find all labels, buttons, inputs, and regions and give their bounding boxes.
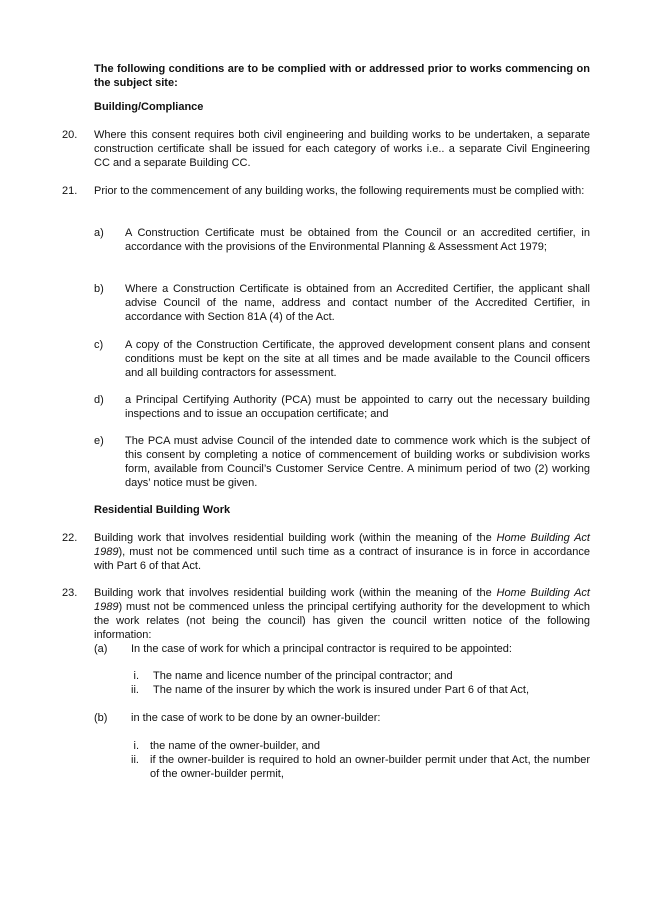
condition-23-b-item-2-text: if the owner-builder is required to hold an owner-builder permit under that Act, the number of the owner-builder permit, <box>150 754 590 780</box>
intro-text: The following conditions are to be complied with or addressed prior to works commencing on the subject site: <box>94 63 590 89</box>
condition-21-item-c-letter: c) <box>94 339 104 351</box>
condition-23-text <box>94 586 590 642</box>
condition-21-item-c-text: A copy of the Construction Certificate, the approved development consent plans and consent conditions must be kept on the site at all times and be made available to the Council officers and all building contractors for assessment. <box>125 339 590 379</box>
condition-23-b-item-1-text: the name of the owner-builder, and <box>150 740 321 752</box>
condition-21-item-e-letter: e) <box>94 435 104 447</box>
condition-23-item-b-text: in the case of work to be done by an owner-builder: <box>131 712 381 724</box>
condition-22-act-name: Home Building Act 1989 <box>94 532 590 558</box>
condition-22-text-post: ), must not be commenced until such time as a contract of insurance is in force in accordance with Part 6 of that Act. <box>94 546 590 572</box>
condition-21-item-d-letter: d) <box>94 394 104 406</box>
condition-23-item-a-letter: (a) <box>94 643 108 655</box>
condition-22-text <box>94 531 590 573</box>
condition-23-number: 23. <box>62 587 78 599</box>
condition-22-text-pre: Building work that involves residential building work (within the meaning of the <box>94 532 497 544</box>
condition-23-a-roman-2: ii. <box>131 684 139 696</box>
condition-22-number: 22. <box>62 532 78 544</box>
condition-21-item-a-text: A Construction Certificate must be obtained from the Council or an accredited certifier, in accordance with the provisions of the Environmental Planning & Assessment Act 1979; <box>125 227 590 253</box>
condition-21-item-a-letter: a) <box>94 227 104 239</box>
condition-20-number: 20. <box>62 129 78 141</box>
condition-23-text-pre: Building work that involves residential building work (within the meaning of the <box>94 587 497 599</box>
condition-21-item-b-text: Where a Construction Certificate is obtained from an Accredited Certifier, the applicant shall advise Council of the name, address and contact number of the Accredited Certifier, in accordance with Section 81A (4) of the Act. <box>125 283 590 323</box>
condition-23-text-post: ) must not be commenced unless the principal certifying authority for the development to which the work relates (not being the council) has given the council written notice of the following information: <box>94 601 590 641</box>
condition-21-text: Prior to the commencement of any building works, the following requirements must be complied with: <box>94 185 585 197</box>
condition-23-a-roman-1: i. <box>133 670 139 682</box>
condition-21-item-e-text: The PCA must advise Council of the intended date to commence work which is the subject of this consent by completing a notice of commencement of building works or subdivision works form, available from Council’s Customer Service Centre. A minimum period of two (2) working days’ notice must be given. <box>125 435 590 489</box>
heading-building-compliance: Building/Compliance <box>94 101 204 113</box>
heading-residential-building-work: Residential Building Work <box>94 504 231 516</box>
condition-21-item-d-text: a Principal Certifying Authority (PCA) must be appointed to carry out the necessary building inspections and to issue an occupation certificate; and <box>125 394 590 420</box>
condition-21-number: 21. <box>62 185 78 197</box>
condition-20-text: Where this consent requires both civil engineering and building works to be undertaken, a separate construction certificate shall be issued for each category of works i.e.. a separate Civil Engineering CC and a separate Building CC. <box>94 129 590 169</box>
condition-23-b-roman-2: ii. <box>131 754 139 766</box>
condition-23-act-name: Home Building Act 1989 <box>94 587 590 613</box>
condition-23-a-item-2-text: The name of the insurer by which the work is insured under Part 6 of that Act, <box>153 684 530 696</box>
condition-23-item-b-letter: (b) <box>94 712 108 724</box>
condition-23-b-roman-1: i. <box>133 740 139 752</box>
condition-21-item-b-letter: b) <box>94 283 104 295</box>
condition-23-a-item-1-text: The name and licence number of the principal contractor; and <box>153 670 453 682</box>
condition-23-item-a-text: In the case of work for which a principal contractor is required to be appointed: <box>131 643 512 655</box>
